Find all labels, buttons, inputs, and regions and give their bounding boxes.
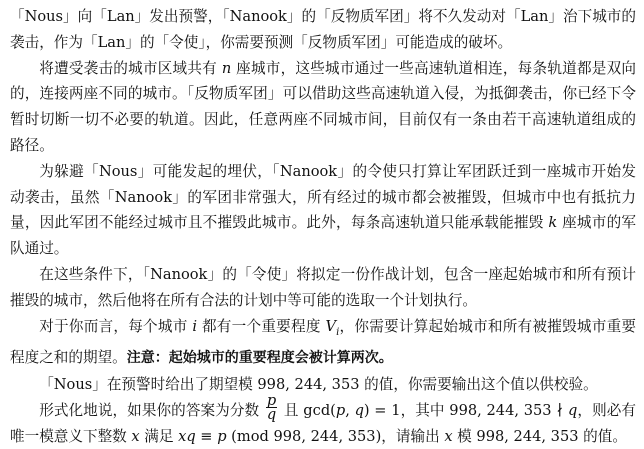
- text-run: 「Nous」向「Lan」发出预警，「Nanook」的「反物质军团」将不久发动对「Lan」治下城市的袭击，作为「Lan」的「令使」，你需要预测「反物质军团」可能造成的破坏。: [10, 8, 636, 51]
- text-run: ) = 1，其中 998, 244, 353 ∤: [363, 401, 568, 419]
- bold-note: 注意：起始城市的重要程度会被计算两次。: [126, 350, 393, 367]
- text-run: 都有一个重要程度: [197, 317, 326, 335]
- math-symbol: q: [354, 401, 364, 419]
- math-symbol: x: [444, 427, 453, 445]
- math-symbol: i: [336, 326, 340, 338]
- text-run: 且 gcd(: [279, 401, 336, 419]
- text-run: 模 998, 244, 353 的值。: [452, 427, 627, 445]
- fraction-numerator: p: [266, 392, 277, 410]
- text-run: ，则必有唯一模意义下整数: [10, 401, 636, 445]
- math-symbol: p: [217, 427, 227, 445]
- text-run: 将遭受袭击的城市区域共有: [39, 59, 222, 77]
- math-symbol: i: [192, 317, 198, 335]
- math-symbol: xq: [178, 427, 196, 445]
- text-run: 为躲避「Nous」可能发起的埋伏，「Nanook」的令使只打算让军团跃迁到一座城市开始发动袭击，虽然「Nanook」的军团非常强大，所有经过的城市都会被摧毁，但城市中也有抵抗力量，因此军团不能经过城市且不摧毁此城市。此外，每条高速轨道只能承载能摧毁: [10, 162, 636, 232]
- math-symbol: q: [567, 401, 578, 419]
- paragraph-1: [10, 4, 636, 56]
- text-run: (mod 998, 244, 353)，请输出: [226, 427, 445, 445]
- text-run: 对于你而言，每个城市: [39, 317, 193, 335]
- text-run: 在这些条件下，「Nanook」的「令使」将拟定一份作战计划，包含一座起始城市和所有预计摧毁的城市，然后他将在所有合法的计划中等可能的选取一个计划执行。: [10, 265, 636, 309]
- paragraph-7: [10, 392, 636, 449]
- text-run: 座城市的军队通过。: [10, 214, 636, 258]
- text-run: 座城市，这些城市通过一些高速轨道相连，每条轨道都是双向的，连接两座不同的城市。「反物质军团」可以借助这些高速轨道入侵，为抵御袭击，你已经下令暂时切断一切不必要的轨道。因此，任意两座不同城市间，目前仅有一条由若干高速轨道组成的路径。: [10, 59, 636, 154]
- math-symbol: n: [221, 59, 232, 77]
- text-run: 满足: [139, 427, 179, 445]
- text-run: 「Nous」在预警时给出了期望模 998, 244, 353 的值，你需要输出这个值以供校验。: [39, 376, 598, 394]
- fraction: [266, 392, 277, 424]
- fraction-denominator: q: [266, 406, 277, 424]
- math-symbol: k: [548, 214, 558, 232]
- paragraph-2: [10, 56, 636, 159]
- paragraph-5: [10, 314, 636, 373]
- paragraph-3: [10, 159, 636, 262]
- paragraph-6: [10, 372, 636, 398]
- text-run: 形式化地说，如果你的答案为分数: [39, 401, 264, 419]
- text-run: ≡: [195, 427, 218, 445]
- paragraph-4: [10, 262, 636, 314]
- text-run: ，你需要计算起始城市和所有被摧毁城市重要程度之和的期望。: [10, 317, 636, 367]
- text-run: ,: [345, 401, 355, 419]
- math-symbol: x: [131, 427, 140, 445]
- math-symbol: p: [335, 401, 346, 419]
- math-symbol: V: [325, 317, 337, 335]
